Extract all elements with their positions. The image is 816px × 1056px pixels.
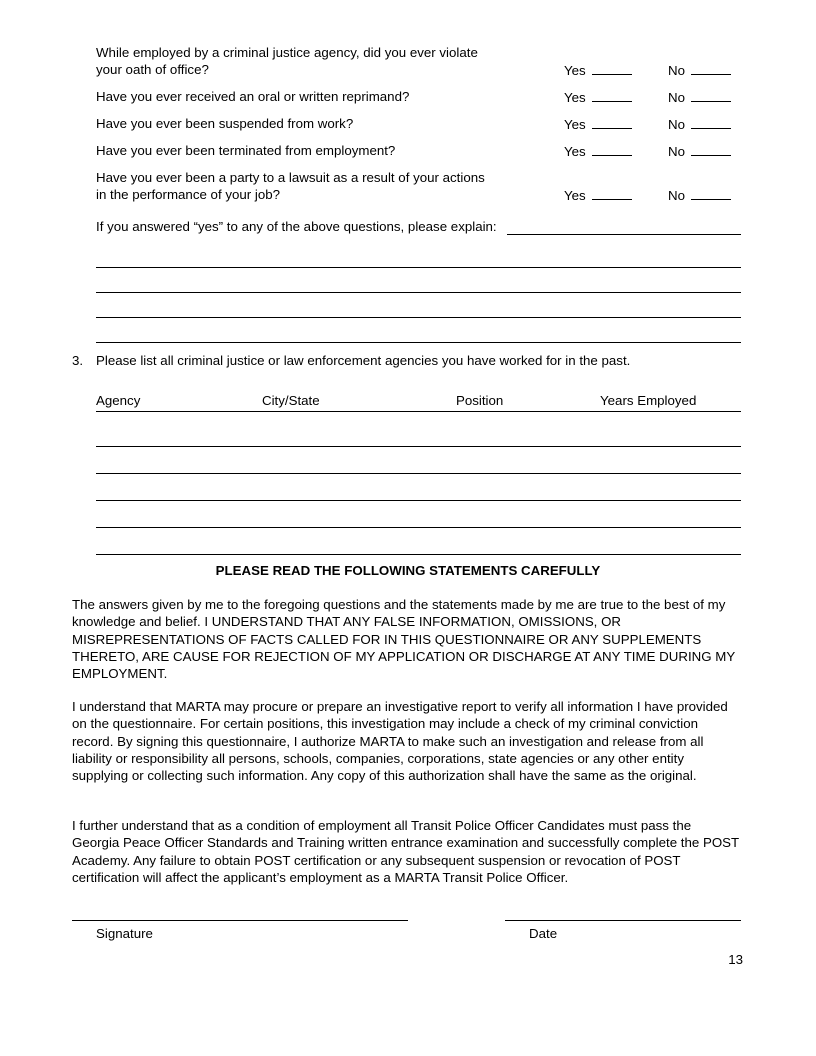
date-field[interactable] bbox=[505, 920, 741, 942]
question-text bbox=[96, 115, 526, 132]
paragraph-text: I further understand that as a condition of employment all Transit Police Officer Candidates must pass the Georgia Peace Officer Standards and Training written entrance examination and successfully complete the POST Academy. Any failure to obtain POST certification or any subsequent suspension or revocation of POST certification will affect the applicant’s employment as a MARTA Transit Police Officer. bbox=[72, 818, 739, 885]
no-label: No bbox=[668, 144, 685, 159]
question-text bbox=[96, 142, 526, 159]
question-line-1: Have you ever received an oral or written reprimand? bbox=[96, 89, 410, 104]
answer-group bbox=[564, 169, 744, 204]
no-label: No bbox=[668, 90, 685, 105]
question-row bbox=[96, 115, 744, 133]
question-row bbox=[96, 44, 744, 79]
yes-blank-field[interactable] bbox=[592, 88, 632, 102]
no-blank-field[interactable] bbox=[691, 88, 731, 102]
no-label: No bbox=[668, 188, 685, 203]
answer-yes[interactable] bbox=[564, 142, 668, 160]
question-row bbox=[96, 169, 744, 204]
question-line-1: Have you ever been terminated from employment? bbox=[96, 143, 396, 158]
agency-table-header bbox=[96, 392, 741, 412]
question-text bbox=[96, 169, 526, 203]
answer-no[interactable] bbox=[668, 88, 731, 106]
question-line-1: Have you ever been suspended from work? bbox=[96, 116, 354, 131]
table-row[interactable] bbox=[96, 412, 741, 447]
column-header-city-state: City/State bbox=[262, 393, 320, 408]
question-line-2: your oath of office? bbox=[96, 62, 209, 77]
signature-field[interactable] bbox=[72, 920, 408, 942]
no-label: No bbox=[668, 117, 685, 132]
column-header-position: Position bbox=[456, 393, 504, 408]
statement-paragraph-3 bbox=[72, 817, 741, 886]
statements-heading: PLEASE READ THE FOLLOWING STATEMENTS CAREFULLY bbox=[215, 563, 601, 578]
yes-label: Yes bbox=[564, 117, 586, 132]
question-line-2: in the performance of your job? bbox=[96, 187, 281, 202]
yes-label: Yes bbox=[564, 144, 586, 159]
answer-no[interactable] bbox=[668, 61, 731, 79]
question-text bbox=[96, 44, 526, 78]
page-number: 13 bbox=[728, 952, 743, 967]
yes-label: Yes bbox=[564, 188, 586, 203]
question-line-1: Have you ever been a party to a lawsuit as a result of your actions bbox=[96, 170, 485, 185]
explain-prompt: If you answered “yes” to any of the above questions, please explain: bbox=[96, 219, 497, 234]
item-3-number: 3. bbox=[72, 353, 84, 368]
yes-blank-field[interactable] bbox=[592, 186, 632, 200]
signature-block bbox=[72, 920, 741, 942]
answer-group bbox=[564, 88, 744, 106]
yes-blank-field[interactable] bbox=[592, 61, 632, 75]
explain-input-line[interactable] bbox=[507, 219, 741, 235]
signature-label: Signature bbox=[96, 926, 153, 941]
explain-blank-line[interactable] bbox=[96, 318, 741, 343]
no-blank-field[interactable] bbox=[691, 142, 731, 156]
answer-yes[interactable] bbox=[564, 61, 668, 79]
question-text bbox=[96, 88, 526, 105]
questions-section bbox=[96, 44, 744, 213]
table-row[interactable] bbox=[96, 447, 741, 474]
no-blank-field[interactable] bbox=[691, 115, 731, 129]
answer-group bbox=[564, 142, 744, 160]
yes-blank-field[interactable] bbox=[592, 115, 632, 129]
table-row[interactable] bbox=[96, 474, 741, 501]
answer-group bbox=[564, 115, 744, 133]
yes-label: Yes bbox=[564, 90, 586, 105]
column-header-agency: Agency bbox=[96, 393, 141, 408]
explain-blank-line[interactable] bbox=[96, 293, 741, 318]
answer-yes[interactable] bbox=[564, 88, 668, 106]
question-line-1: While employed by a criminal justice agency, did you ever violate bbox=[96, 45, 478, 60]
statement-paragraph-2 bbox=[72, 698, 741, 784]
no-label: No bbox=[668, 63, 685, 78]
agency-table bbox=[96, 392, 741, 555]
table-row[interactable] bbox=[96, 528, 741, 555]
column-header-years-employed: Years Employed bbox=[600, 393, 697, 408]
paragraph-text: The answers given by me to the foregoing questions and the statements made by me are true to the best of my knowledge and belief. I UNDERSTAND THAT ANY FALSE INFORMATION, OMISSIONS, OR MISREPRESENTATIONS OF FACTS CALLED FOR IN THIS QUESTIONNAIRE OR ANY SUPPLEMENTS THERETO, ARE CAUSE FOR REJECTION OF MY APPLICATION OR DISCHARGE AT ANY TIME DURING MY EMPLOYMENT. bbox=[72, 597, 735, 682]
answer-no[interactable] bbox=[668, 142, 731, 160]
explain-prompt-row bbox=[96, 218, 741, 235]
statement-paragraph-1 bbox=[72, 596, 741, 682]
yes-blank-field[interactable] bbox=[592, 142, 632, 156]
explain-blank-line[interactable] bbox=[96, 235, 741, 268]
explain-blank-line[interactable] bbox=[96, 268, 741, 293]
answer-group bbox=[564, 44, 744, 79]
question-row bbox=[96, 88, 744, 106]
explain-section bbox=[96, 218, 741, 343]
table-row[interactable] bbox=[96, 501, 741, 528]
paragraph-text: I understand that MARTA may procure or prepare an investigative report to verify all information I have provided on the questionnaire. For certain positions, this investigation may include a check of my criminal conviction record. By signing this questionnaire, I authorize MARTA to make such an investigation and release from all liability or responsibility all persons, schools, companies, corporations, state agencies or any other entity supplying or collecting such information. Any copy of this authorization shall have the same as the original. bbox=[72, 699, 728, 784]
answer-no[interactable] bbox=[668, 186, 731, 204]
item-3 bbox=[72, 352, 744, 369]
answer-no[interactable] bbox=[668, 115, 731, 133]
date-label: Date bbox=[529, 926, 558, 941]
answer-yes[interactable] bbox=[564, 186, 668, 204]
no-blank-field[interactable] bbox=[691, 61, 731, 75]
question-row bbox=[96, 142, 744, 160]
yes-label: Yes bbox=[564, 63, 586, 78]
no-blank-field[interactable] bbox=[691, 186, 731, 200]
answer-yes[interactable] bbox=[564, 115, 668, 133]
item-3-text: Please list all criminal justice or law enforcement agencies you have worked for in the past. bbox=[96, 353, 631, 368]
